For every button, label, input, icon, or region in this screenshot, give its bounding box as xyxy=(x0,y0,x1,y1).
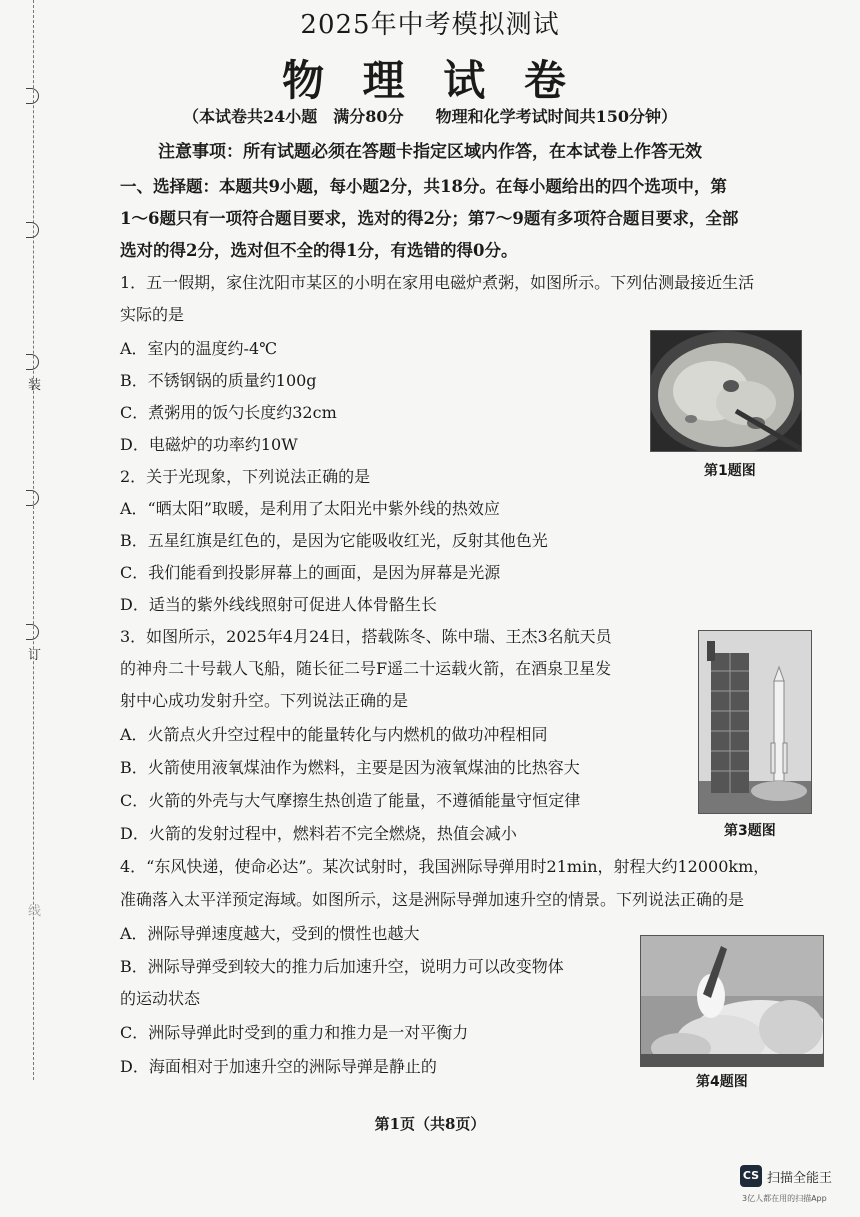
section-instruction: 选对的得2分，选对但不全的得1分，有选错的得0分。 xyxy=(120,241,518,260)
watermark-app-name: 扫描全能王 xyxy=(767,1171,833,1186)
exam-title: 物 理 试 卷 xyxy=(282,56,578,105)
binding-char: 订 xyxy=(28,648,42,663)
question-stem: 3．如图所示，2025年4月24日，搭载陈冬、陈中瑞、王杰3名航天员 xyxy=(120,627,612,646)
exam-subtitle: 2025年中考模拟测试 xyxy=(300,10,560,40)
option-d: D．适当的紫外线线照射可促进人体骨骼生长 xyxy=(120,595,437,614)
section-instruction: 一、选择题：本题共9小题，每小题2分，共18分。在每小题给出的四个选项中，第 xyxy=(120,177,727,196)
option-b: B．五星红旗是红色的，是因为它能吸收红光，反射其他色光 xyxy=(120,531,548,550)
binding-char: 装 xyxy=(28,378,42,393)
option-c: C．火箭的外壳与大气摩擦生热创造了能量，不遵循能量守恒定律 xyxy=(120,791,581,810)
figure-3-caption: 第3题图 xyxy=(724,823,776,839)
option-d: D．海面相对于加速升空的洲际导弹是静止的 xyxy=(120,1057,437,1076)
figure-4-caption: 第4题图 xyxy=(696,1074,748,1090)
question-stem: 准确落入太平洋预定海域。如图所示，这是洲际导弹加速升空的情景。下列说法正确的是 xyxy=(120,890,745,909)
option-b: B．洲际导弹受到较大的推力后加速升空，说明力可以改变物体 xyxy=(120,957,564,976)
binding-char: 线 xyxy=(28,904,42,919)
option-c: C．洲际导弹此时受到的重力和推力是一对平衡力 xyxy=(120,1023,469,1042)
figure-3-rocket-launch-photo xyxy=(698,630,812,814)
figure-1-caption: 第1题图 xyxy=(704,463,756,479)
option-a: A．火箭点火升空过程中的能量转化与内燃机的做功冲程相同 xyxy=(120,725,548,744)
binding-hole-mark xyxy=(26,354,39,370)
section-instruction: 1～6题只有一项符合题目要求，选对的得2分；第7～9题有多项符合题目要求，全部 xyxy=(120,209,739,228)
option-b: B．不锈钢锅的质量约100g xyxy=(120,371,317,390)
question-stem: 4．“东风快递，使命必达”。某次试射时，我国洲际导弹用时21min，射程大约12000km， xyxy=(120,857,770,876)
option-b: B．火箭使用液氧煤油作为燃料，主要是因为液氧煤油的比热容大 xyxy=(120,758,580,777)
binding-hole-mark xyxy=(26,490,39,506)
binding-hole-mark xyxy=(26,88,39,104)
option-a: A．室内的温度约-4℃ xyxy=(120,339,278,358)
binding-hole-mark xyxy=(26,624,39,640)
question-stem: 1．五一假期，家住沈阳市某区的小明在家用电磁炉煮粥，如图所示。下列估测最接近生活 xyxy=(120,273,755,292)
watermark-tagline: 3亿人都在用的扫描App xyxy=(742,1194,827,1203)
option-d: D．火箭的发射过程中，燃料若不完全燃烧，热值会减小 xyxy=(120,824,517,843)
binding-hole-mark xyxy=(26,222,39,238)
option-b-continued: 的运动状态 xyxy=(120,989,201,1008)
camscanner-logo-icon: CS xyxy=(740,1165,762,1187)
option-c: C．煮粥用的饭勺长度约32cm xyxy=(120,403,337,422)
question-stem: 射中心成功发射升空。下列说法正确的是 xyxy=(120,691,409,710)
option-d: D．电磁炉的功率约10W xyxy=(120,435,298,454)
page-number: 第1页（共8页） xyxy=(374,1115,486,1133)
question-stem: 实际的是 xyxy=(120,305,185,324)
option-a: A．“晒太阳”取暖，是利用了太阳光中紫外线的热效应 xyxy=(120,499,500,518)
figure-1-porridge-photo xyxy=(650,330,802,452)
question-stem: 的神舟二十号载人飞船，随长征二号F遥二十运载火箭，在酒泉卫星发 xyxy=(120,659,612,678)
exam-notice: 注意事项：所有试题必须在答题卡指定区域内作答，在本试卷上作答无效 xyxy=(158,142,702,162)
option-a: A．洲际导弹速度越大，受到的惯性也越大 xyxy=(120,924,420,943)
exam-info: （本试卷共24小题 满分80分 物理和化学考试时间共150分钟） xyxy=(183,107,677,126)
option-c: C．我们能看到投影屏幕上的画面，是因为屏幕是光源 xyxy=(120,563,501,582)
question-stem: 2．关于光现象，下列说法正确的是 xyxy=(120,467,371,486)
figure-4-missile-launch-photo xyxy=(640,935,824,1067)
